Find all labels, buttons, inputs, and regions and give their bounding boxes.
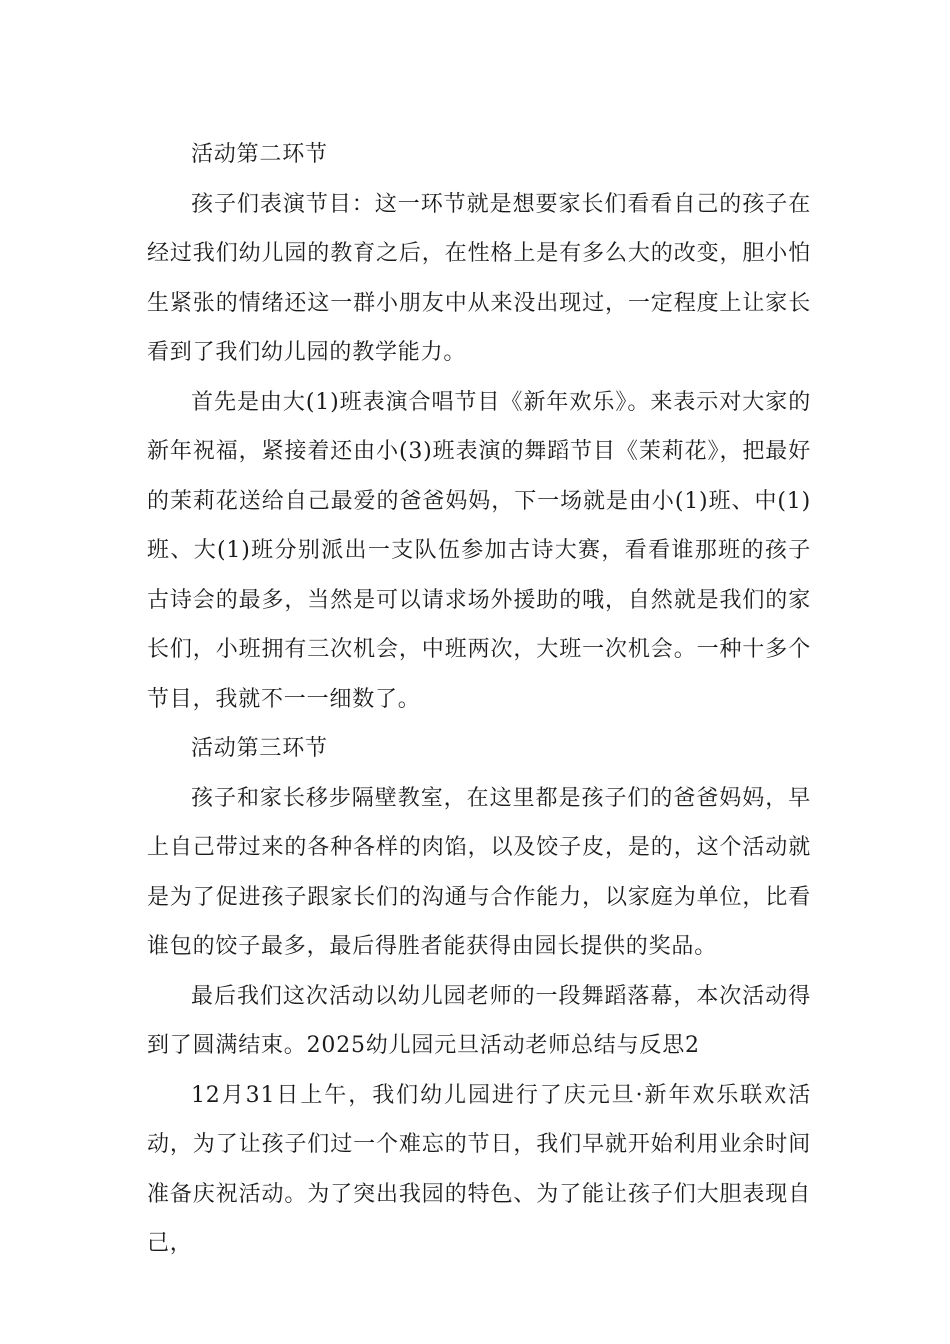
paragraph-performance-intro: 孩子们表演节目：这一环节就是想要家长们看看自己的孩子在经过我们幼儿园的教育之后，在性格上是有多么大的改变，胆小怕生紧张的情绪还这一群小朋友中从来没出现过，一定程度上让家长看到了我们幼儿园的教学能力。 [147,191,811,365]
section-heading-2: 活动第二环节 [191,142,328,167]
section-heading-3: 活动第三环节 [191,736,328,761]
paragraph-program-list: 首先是由大(1)班表演合唱节目《新年欢乐》。来表示对大家的新年祝福，紧接着还由小(3)班表演的舞蹈节目《茉莉花》，把最好的茉莉花送给自己最爱的爸爸妈妈，下一场就是由小(1)班、中(1)班、大(1)班分别派出一支队伍参加古诗大赛，看看谁那班的孩子古诗会的最多，当然是可以请求场外援助的哦，自然就是我们的家长们，小班拥有三次机会，中班两次，大班一次机会。一种十多个节目，我就不一一细数了。 [147,389,811,712]
document-body [147,130,811,1269]
paragraph-closing: 最后我们这次活动以幼儿园老师的一段舞蹈落幕，本次活动得到了圆满结束。2025幼儿园元旦活动老师总结与反思2 [147,983,811,1058]
paragraph-dec31: 12月31日上午，我们幼儿园进行了庆元旦·新年欢乐联欢活动，为了让孩子们过一个难忘的节日，我们早就开始利用业余时间准备庆祝活动。为了突出我园的特色、为了能让孩子们大胆表现自己， [147,1082,811,1256]
paragraph-dumplings: 孩子和家长移步隔壁教室，在这里都是孩子们的爸爸妈妈，早上自己带过来的各种各样的肉馅，以及饺子皮，是的，这个活动就是为了促进孩子跟家长们的沟通与合作能力，以家庭为单位，比看谁包的饺子最多，最后得胜者能获得由园长提供的奖品。 [147,785,811,959]
